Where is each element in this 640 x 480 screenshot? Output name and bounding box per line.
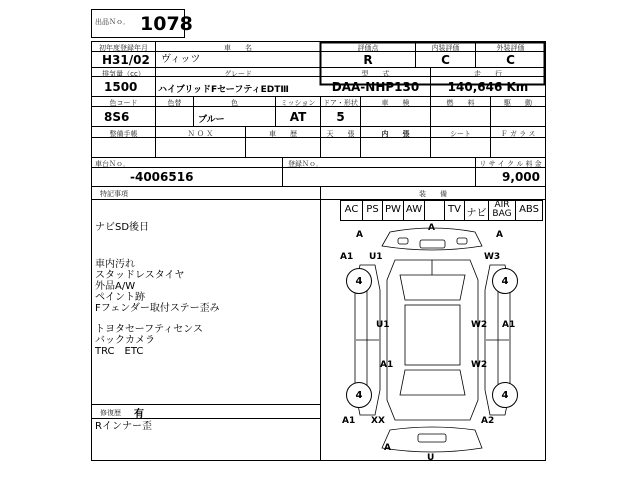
mark-a1-rear-door: A1 [380, 360, 394, 370]
h-drive: 駆 動 [504, 99, 532, 107]
h-car-name: 車 名 [224, 44, 252, 52]
h-mileage: 走 行 [474, 70, 502, 78]
mark-u1-side: U1 [376, 320, 390, 330]
repair-history-label: 修復歴 [100, 409, 121, 417]
h-color: 色 [231, 99, 238, 107]
h-grade: グレード [224, 70, 252, 78]
mark-a-rear: A [384, 443, 391, 453]
mark-front-left-a: A [356, 230, 363, 240]
mark-w3: W3 [484, 252, 501, 262]
mark-a2-rear: A2 [481, 416, 495, 426]
equipment-airbag: AIR BAG [492, 200, 512, 219]
h-exterior-grade: 外装評価 [496, 44, 525, 52]
interior-grade: C [441, 53, 450, 67]
equipment-aw: AW [405, 204, 423, 215]
chassis-number: -4006516 [130, 170, 194, 184]
h-history: 車 歴 [269, 130, 297, 138]
first-registration: H31/02 [102, 53, 150, 67]
auction-score: R [363, 53, 373, 67]
repair-history-value: 有 [134, 409, 144, 420]
h-model-code: 型 式 [361, 70, 390, 78]
transmission: AT [289, 110, 307, 124]
mark-a1-right-side: A1 [502, 320, 516, 330]
note-line-7: バックカメラ [95, 335, 155, 346]
repair-note: Rインナー歪 [95, 421, 152, 432]
tire-rear-left: 4 [346, 382, 372, 408]
h-interior-grade: 内装評価 [431, 44, 460, 52]
notes-header: 特記事項 [100, 190, 128, 198]
h-roof-lining: 天 張 [326, 130, 355, 138]
color: ブルー [198, 115, 225, 125]
body-top-shape [387, 260, 478, 420]
h-recycle-fee: リ サ イ ク ル 料 金 [479, 160, 542, 168]
displacement: 1500 [104, 80, 138, 94]
h-service-book: 整備手帳 [109, 130, 138, 138]
note-line-1: 車内汚れ [95, 259, 135, 270]
tire-front-left: 4 [346, 268, 372, 294]
h-repaint: 色替 [167, 99, 182, 107]
equipment-navi: ナビ [466, 208, 487, 219]
mark-front-right-a: A [496, 230, 503, 240]
h-doors: ドア・形状 [323, 99, 358, 107]
equipment-ps: PS [366, 204, 379, 215]
equipment-ac: AC [344, 204, 359, 215]
h-transmission: ミッション [280, 99, 316, 107]
tire-front-right: 4 [492, 268, 518, 294]
h-chassis-number: 車台Ｎｏ． [95, 160, 130, 168]
lot-number: 1078 [140, 13, 193, 35]
equipment-abs: ABS [519, 204, 539, 215]
exterior-grade: C [506, 53, 515, 67]
color-code: 8S6 [104, 110, 130, 124]
h-seat: シート [450, 130, 471, 138]
grade: ハイブリッドFセーフティEDTⅢ [158, 85, 289, 95]
note-line-6: トヨタセーフティセンス [95, 324, 203, 335]
equipment-tv: TV [448, 204, 461, 215]
h-fuel: 燃 料 [446, 99, 475, 107]
h-displacement: 排気量（cc） [102, 70, 145, 78]
recycle-fee: 9,000 [502, 170, 540, 184]
mileage: 140,646 Km [447, 80, 529, 94]
h-registration-number: 登録Ｎｏ． [288, 160, 323, 168]
doors: 5 [336, 110, 345, 124]
h-score: 評価点 [357, 44, 379, 52]
equipment-pw: PW [385, 204, 401, 215]
mark-u-rear: U [427, 453, 435, 463]
h-interior-trim: 内 張 [381, 130, 410, 138]
note-line-3: 外品A/W [95, 281, 136, 292]
h-nox: Ｎ Ｏ Ｘ [187, 130, 214, 138]
h-first-registration: 初年度登録年月 [99, 44, 148, 52]
note-line-5: Fフェンダー取付ステー歪み [95, 303, 220, 314]
mark-a1-rear-left: A1 [342, 416, 356, 426]
mark-u1-front: U1 [369, 252, 383, 262]
mark-xx: XX [371, 416, 385, 426]
lot-label: 出品Ｎｏ． [95, 18, 130, 26]
equipment-header: 装 備 [419, 190, 447, 198]
mark-w2-side: W2 [471, 320, 488, 330]
note-navi: ナビSD後日 [95, 222, 150, 233]
h-inspection: 車 検 [381, 99, 410, 107]
model-code: DAA-NHP130 [331, 80, 420, 94]
mark-a1-front-left: A1 [340, 252, 354, 262]
note-line-4: ペイント跡 [95, 292, 145, 303]
rear-bumper-shape [382, 427, 482, 452]
car-name: ヴィッツ [161, 54, 201, 65]
mark-front-center-a: A [428, 223, 435, 233]
tire-rear-right: 4 [492, 382, 518, 408]
mark-w2-rear: W2 [471, 360, 488, 370]
note-line-8: TRC ETC [95, 346, 144, 357]
h-front-glass: Ｆ ガ ラ ス [500, 130, 536, 138]
h-color-code: 色コード [109, 99, 138, 107]
note-line-2: スタッドレスタイヤ [95, 270, 185, 281]
